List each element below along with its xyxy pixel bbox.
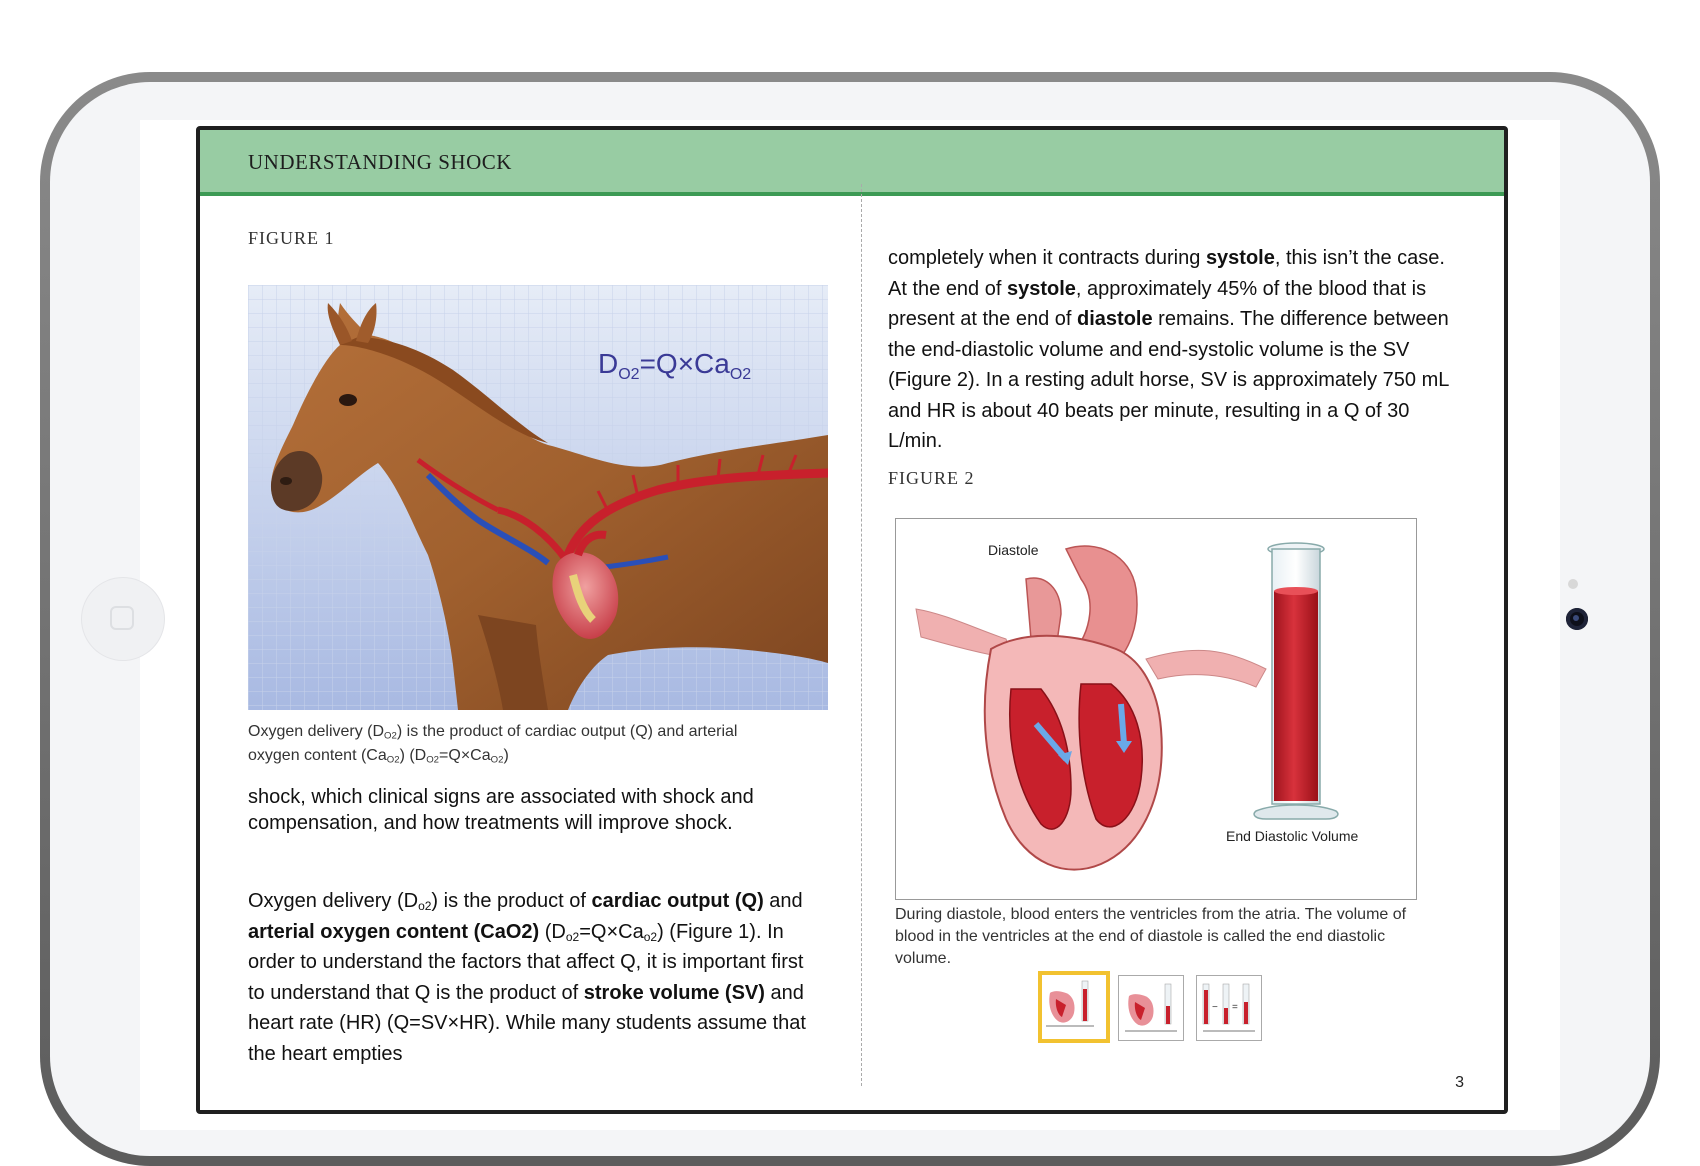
formula-text: $D_{O2}=Q\times Ca_{O2}$: [598, 348, 752, 383]
thumbnail-heart-systole-icon: [1119, 976, 1183, 1040]
book-page: [196, 126, 1508, 1114]
thumbnail-3[interactable]: [1196, 975, 1262, 1041]
figure1-label: FIGURE 1: [248, 228, 335, 248]
body-paragraph-oxygen-delivery: Oxygen delivery $(D_{o2})$ is the product of cardiac output (Q) and arterial oxygen content (CaO2) $(D_{o2}=Q\times Ca_{o2})$ (Figure 1). In order to understand the factors that affect Q, it is important first to understand that Q is the product of stroke volume (SV) and heart rate (HR) (Q=SV×HR). While many students assume that the heart empties: [248, 890, 806, 1065]
column-divider: [861, 184, 862, 1086]
home-square-icon: [110, 606, 134, 630]
thumbnail-heart-icon: [1042, 975, 1098, 1031]
thumbnail-1[interactable]: [1038, 971, 1110, 1043]
svg-text:−: −: [1212, 1002, 1218, 1013]
figure2-label: FIGURE 2: [888, 468, 975, 488]
body-paragraph-shock: shock, which clinical signs are associated with shock and compensation, and how treatments will improve shock.: [248, 786, 754, 834]
camera-icon: [1566, 608, 1588, 630]
chapter-title: UNDERSTANDING SHOCK: [248, 150, 512, 174]
chapter-header: [200, 130, 1504, 196]
horse-illustration: [248, 285, 828, 710]
thumbnail-volume-equation-icon: [1197, 976, 1261, 1040]
figure1-caption: Oxygen delivery $(D_{O2})$ is the product of cardiac output (Q) and arterial oxygen content $(Ca_{O2})$ $(D_{O2}=Q\times Ca_{O2})$: [248, 723, 738, 766]
end-diastolic-volume-fill: [1274, 591, 1318, 801]
figure2-image[interactable]: [895, 518, 1417, 900]
thumbnail-2[interactable]: [1118, 975, 1184, 1041]
page-number: 3: [1455, 1074, 1464, 1091]
body-paragraph-systole: completely when it contracts during systole, this isn’t the case. At the end of systole, approximately 45% of the blood that is present at the end of diastole remains. The difference between the end-diastolic volume and end-systolic volume is the SV (Figure 2). In a resting adult horse, SV is approximately 750 mL and HR is about 40 beats per minute, resulting in a Q of 30 L/min.: [888, 247, 1449, 452]
end-diastolic-volume-label: End Diastolic Volume: [1226, 828, 1359, 844]
home-button[interactable]: [82, 578, 164, 660]
figure2-caption: During diastole, blood enters the ventricles from the atria. The volume of blood in the ventricles at the end of diastole is called the end diastolic volume.: [895, 906, 1407, 967]
proximity-sensor: [1568, 579, 1578, 589]
diastole-label: Diastole: [988, 542, 1039, 558]
svg-text:=: =: [1232, 1002, 1238, 1013]
figure1-image[interactable]: [248, 285, 828, 710]
heart-diastole-illustration: [896, 519, 1416, 899]
